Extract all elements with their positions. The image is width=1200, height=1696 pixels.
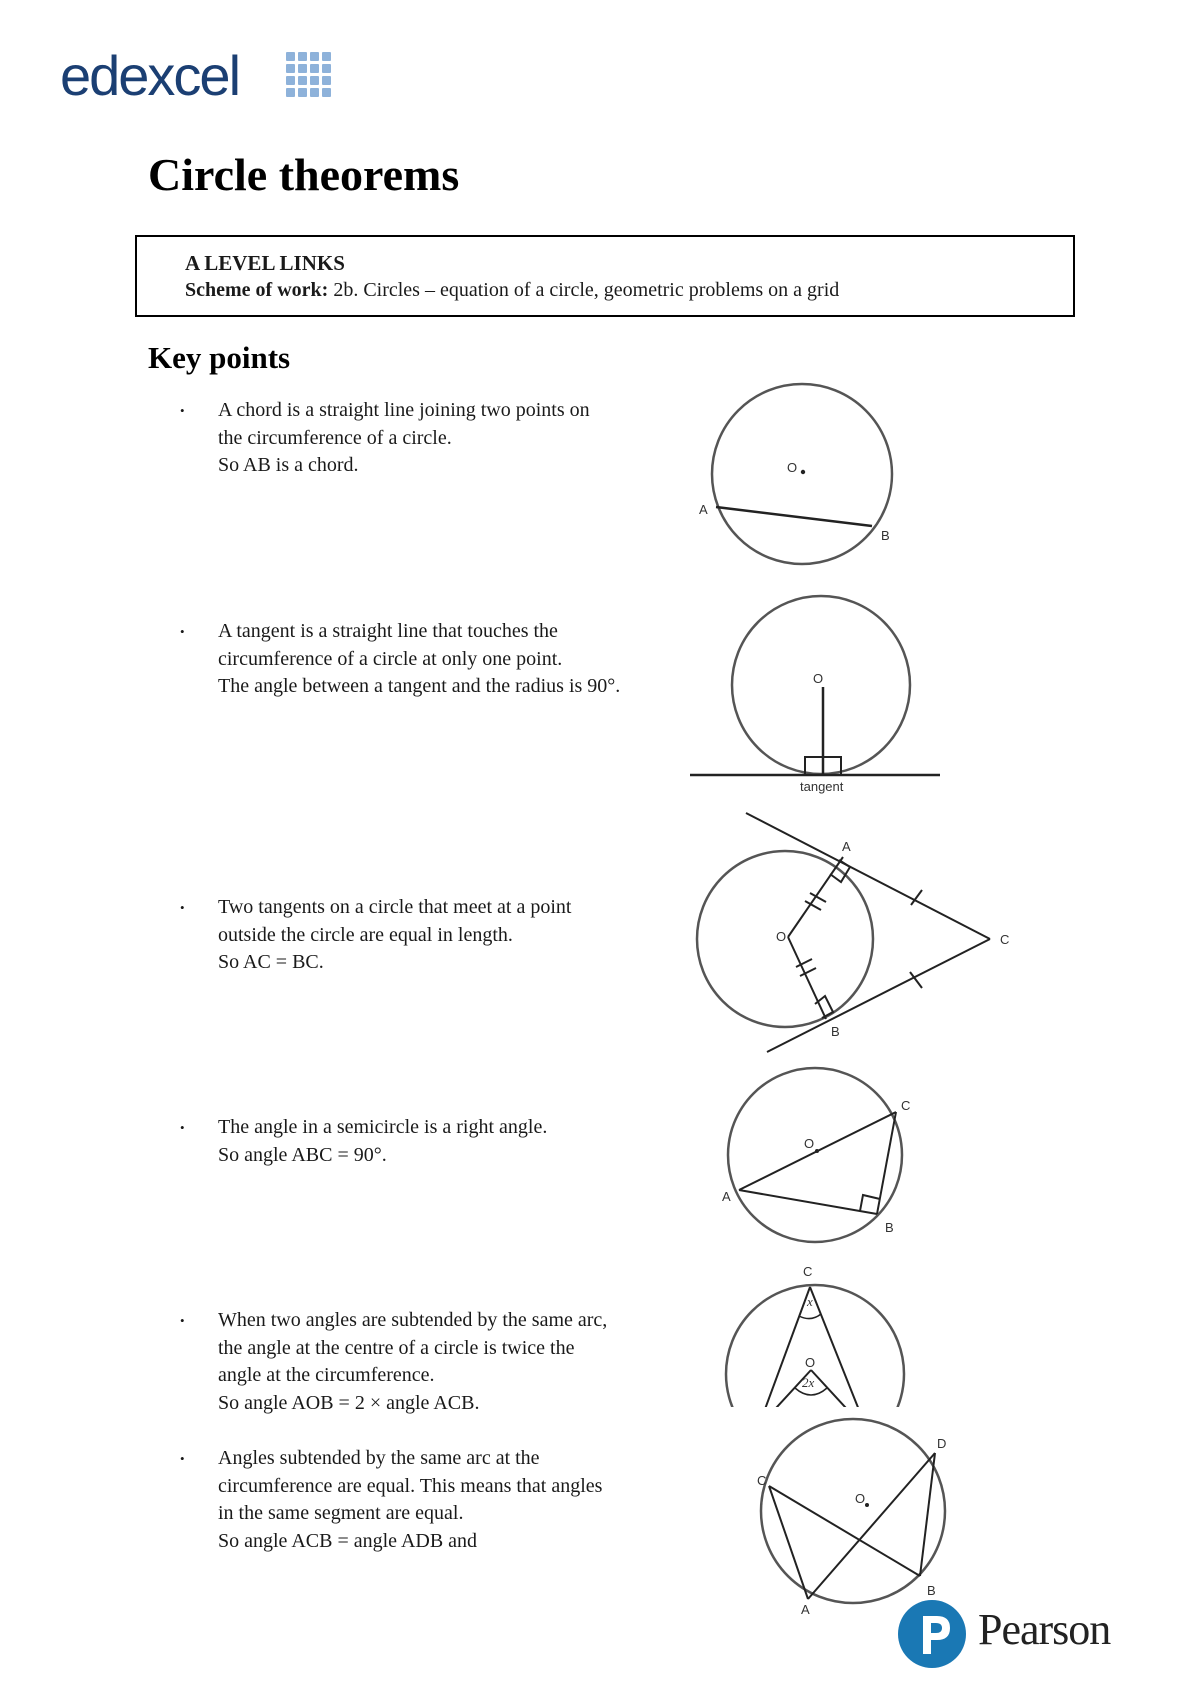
bullet-icon: •: [180, 403, 185, 418]
key-point-line: the angle at the centre of a circle is twice the: [218, 1336, 575, 1359]
a-level-links-box: [135, 235, 1075, 317]
label-b: B: [831, 1024, 840, 1039]
label-a: A: [722, 1189, 731, 1204]
tangent-line-bc: [767, 939, 990, 1052]
chord-line: [716, 507, 872, 526]
label-a: A: [842, 839, 851, 854]
edexcel-logo: [60, 44, 360, 108]
key-point-line: So AB is a chord.: [218, 454, 359, 476]
label-2x: 2x: [802, 1375, 815, 1390]
circle-outline: [728, 1068, 902, 1242]
chord-diagram-svg: [695, 380, 915, 580]
label-b: B: [881, 528, 890, 543]
key-point-line: The angle in a semicircle is a right angle.: [218, 1116, 548, 1138]
tangent-diagram: [690, 590, 950, 805]
line-cb: [769, 1486, 920, 1576]
label-c: C: [803, 1264, 813, 1279]
scheme-label: Scheme of work:: [185, 279, 329, 301]
radius-ob: [788, 937, 826, 1019]
tangent-diagram-svg: [690, 590, 950, 800]
centre-angle-diagram: [715, 1260, 925, 1425]
key-point-line: Two tangents on a circle that meet at a point: [218, 896, 572, 918]
label-tangent: tangent: [800, 779, 844, 794]
label-o: O: [787, 460, 798, 475]
label-x: x: [807, 1294, 813, 1309]
two-tangents-diagram: [700, 810, 1020, 1065]
pearson-p-icon: [898, 1600, 968, 1670]
centre-point: [815, 1149, 819, 1153]
label-o: O: [813, 671, 824, 686]
line-ca: [769, 1486, 808, 1599]
page-title: Circle theorems: [148, 149, 460, 200]
label-o: O: [805, 1355, 816, 1370]
label-a: A: [801, 1602, 810, 1617]
label-a: A: [699, 502, 708, 517]
same-segment-diagram: [745, 1410, 965, 1620]
same-segment-diagram-svg: [745, 1410, 965, 1615]
label-c: C: [757, 1473, 767, 1488]
label-o: O: [804, 1136, 815, 1151]
key-point-line: angle at the circumference.: [218, 1364, 435, 1386]
a-level-links-heading: A LEVEL LINKS: [185, 251, 345, 275]
key-point-line: So angle AOB = 2 × angle ACB.: [218, 1391, 480, 1414]
line-ca: [761, 1287, 810, 1420]
key-point-line: So angle ACB = angle ADB and: [218, 1529, 478, 1552]
label-b: B: [927, 1583, 936, 1598]
semicircle-diagram-svg: [720, 1060, 930, 1260]
key-points-heading: Key points: [148, 340, 291, 375]
bullet-icon: •: [180, 1120, 185, 1135]
key-point-line: A tangent is a straight line that touches the: [218, 620, 558, 642]
logo-text: edexcel: [60, 44, 240, 107]
bullet-icon: •: [180, 900, 185, 915]
bullet-icon: •: [180, 1313, 185, 1328]
two-tangents-diagram-svg: [700, 810, 1020, 1060]
semicircle-diagram: [720, 1060, 930, 1265]
key-point-line: So angle ABC = 90°.: [218, 1143, 387, 1166]
centre-point: [865, 1503, 869, 1507]
key-point-line: Angles subtended by the same arc at the: [218, 1447, 540, 1469]
centre-point: [801, 470, 805, 474]
key-point-line: in the same segment are equal.: [218, 1502, 464, 1524]
pearson-wordmark: Pearson: [978, 1605, 1111, 1654]
key-point-line: The angle between a tangent and the radius is 90°.: [218, 675, 621, 697]
line-cb: [810, 1287, 863, 1420]
angle-arc-x: [799, 1314, 821, 1319]
key-point-line: circumference of a circle at only one point.: [218, 647, 563, 670]
scheme-of-work-line: [185, 279, 839, 302]
label-o: O: [776, 929, 787, 944]
key-point-line: So AC = BC.: [218, 951, 324, 973]
bullet-icon: •: [180, 624, 185, 639]
key-point-line: outside the circle are equal in length.: [218, 923, 513, 946]
label-b: B: [885, 1220, 894, 1235]
chord-diagram: [695, 380, 915, 585]
circle-outline: [712, 384, 892, 564]
bullet-icon: •: [180, 1451, 185, 1466]
pearson-logo: [898, 1600, 1138, 1670]
chord-ab: [739, 1190, 877, 1214]
scheme-text: 2b. Circles – equation of a circle, geometric problems on a grid: [328, 279, 840, 301]
key-point-line: the circumference of a circle.: [218, 426, 452, 449]
key-point-line: circumference are equal. This means that angles: [218, 1474, 603, 1497]
label-d: D: [937, 1436, 947, 1451]
key-point-line: When two angles are subtended by the same arc,: [218, 1309, 608, 1331]
label-o: O: [855, 1491, 866, 1506]
label-c: C: [1000, 932, 1010, 947]
centre-angle-diagram-svg: [715, 1260, 925, 1420]
label-c: C: [901, 1098, 911, 1113]
key-point-line: A chord is a straight line joining two points on: [218, 399, 590, 421]
tangent-line-ac: [746, 813, 990, 939]
logo-dots-icon: [286, 52, 331, 97]
